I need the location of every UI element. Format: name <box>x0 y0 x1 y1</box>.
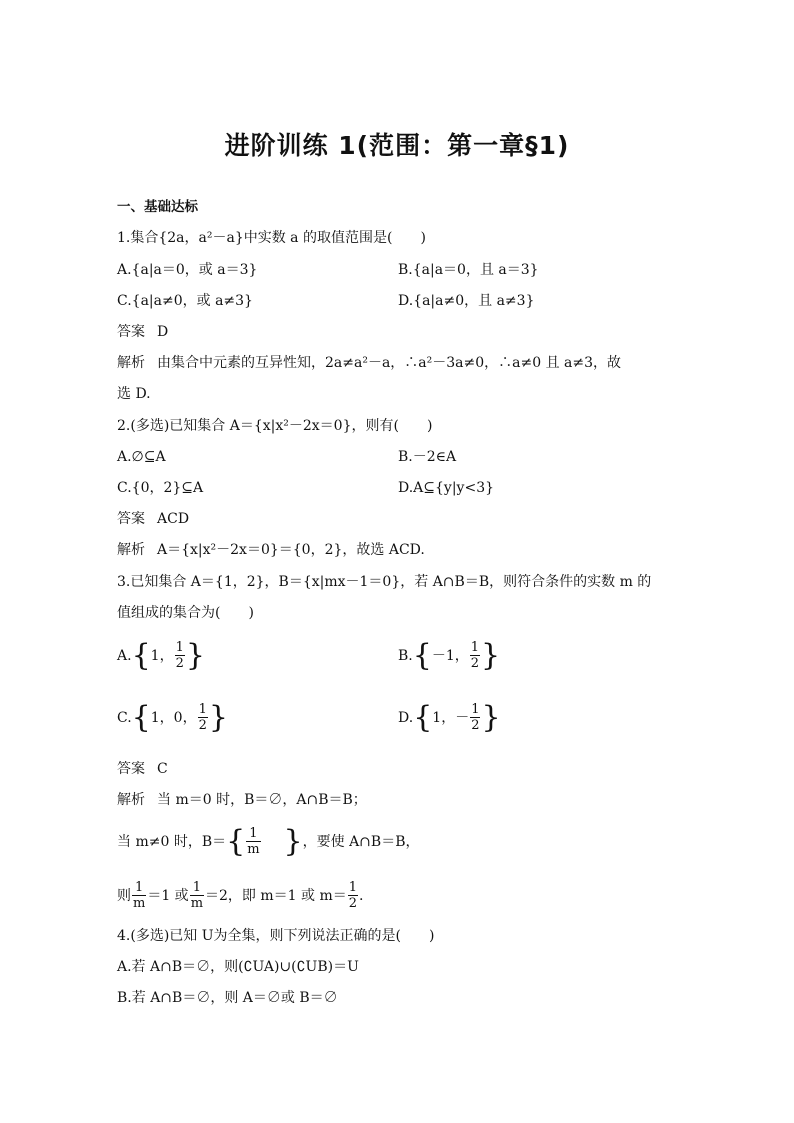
q3-stem-cont: 值组成的集合为( ) <box>117 605 254 621</box>
fraction: $\frac{1}{2}$ <box>198 702 207 733</box>
fraction: $\frac{1}{2}$ <box>348 880 358 911</box>
q1-analysis <box>117 354 621 372</box>
q2-stem: 2.(多选)已知集合 A＝{x|x²－2x＝0}，则有( ) <box>117 418 433 434</box>
q3-option-b: B. { －1， $\frac{1}{2}$ } <box>398 637 501 673</box>
q2-option-d: D.A⊆{y|y<3} <box>398 480 495 496</box>
fraction: $\frac{1}{2}$ <box>470 640 480 671</box>
q1-analysis-cont: 选 D. <box>117 386 151 402</box>
answer-label: 答案 <box>117 761 145 777</box>
q1-option-a: A.{a|a＝0，或 a＝3} <box>117 262 258 278</box>
left-brace-icon: { <box>413 699 433 735</box>
analysis-label: 解析 <box>117 792 145 808</box>
analysis-label: 解析 <box>117 542 145 558</box>
analysis-label: 解析 <box>117 355 145 371</box>
right-brace-icon: } <box>185 637 205 673</box>
q2-option-a: A.∅⊆A <box>117 449 166 465</box>
left-brace-icon: { <box>226 823 246 859</box>
q3-option-a: A. { 1， $\frac{1}{2}$ } <box>117 637 205 673</box>
right-brace-icon: } <box>481 699 501 735</box>
q1-option-d: D.{a|a≠0，且 a≠3} <box>398 293 535 309</box>
q3-answer <box>117 760 168 778</box>
q1-option-b: B.{a|a＝0，且 a＝3} <box>398 262 539 278</box>
left-brace-icon: { <box>412 637 432 673</box>
q3-analysis-line3: 则 $\frac{1}{m}$ ＝1 或 $\frac{1}{m}$ ＝2，即 m＝1 或 m＝ $\frac{1}{2}$ . <box>117 880 364 911</box>
answer-label: 答案 <box>117 511 145 527</box>
fraction: $\frac{1}{2}$ <box>471 702 480 733</box>
answer-value: C <box>157 761 168 777</box>
q3-stem: 3.已知集合 A＝{1，2}，B＝{x|mx－1＝0}，若 A∩B＝B，则符合条件的实数 m 的 <box>117 574 652 590</box>
q4-option-b: B.若 A∩B＝∅，则 A＝∅或 B＝∅ <box>117 990 338 1006</box>
fraction: $\frac{1}{2}$ <box>175 640 184 671</box>
q2-analysis <box>117 541 425 559</box>
q2-option-b: B.－2∈A <box>398 449 457 465</box>
right-brace-icon: } <box>481 637 501 673</box>
q4-option-a: A.若 A∩B＝∅，则(∁UA)∪(∁UB)＝U <box>117 959 359 975</box>
right-brace-icon: } <box>283 823 303 859</box>
q3-analysis-line2: 当 m≠0 时，B＝ { $\frac{1}{m}$ } ，要使 A∩B＝B， <box>117 823 420 859</box>
q3-analysis <box>117 791 367 809</box>
answer-value: D <box>157 324 169 340</box>
q1-stem: 1.集合{2a，a²－a}中实数 a 的取值范围是( ) <box>117 230 426 246</box>
fraction: $\frac{1}{m}$ <box>247 826 260 857</box>
q1-option-c: C.{a|a≠0，或 a≠3} <box>117 293 253 309</box>
q3-option-d: D. { 1，－ $\frac{1}{2}$ } <box>398 699 501 735</box>
left-brace-icon: { <box>131 699 151 735</box>
answer-label: 答案 <box>117 324 145 340</box>
q1-answer <box>117 323 168 341</box>
fraction: $\frac{1}{m}$ <box>190 880 204 911</box>
right-brace-icon: } <box>208 699 228 735</box>
left-brace-icon: { <box>131 637 151 673</box>
fraction: $\frac{1}{m}$ <box>133 880 146 911</box>
q4-stem: 4.(多选)已知 U为全集，则下列说法正确的是( ) <box>117 928 435 944</box>
answer-value: ACD <box>157 511 190 527</box>
analysis-text: A＝{x|x²－2x＝0}＝{0，2}，故选 ACD. <box>157 542 425 558</box>
analysis-text: 由集合中元素的互异性知，2a≠a²－a，∴a²－3a≠0，∴a≠0 且 a≠3，故 <box>157 355 622 371</box>
q3-option-c: C. { 1，0， $\frac{1}{2}$ } <box>117 699 228 735</box>
analysis-text: 当 m＝0 时，B＝∅，A∩B＝B； <box>157 792 367 808</box>
page-title: 进阶训练 1(范围：第一章§1) <box>224 131 570 160</box>
section-heading: 一、基础达标 <box>117 199 198 215</box>
q2-option-c: C.{0，2}⊆A <box>117 480 204 496</box>
q2-answer <box>117 510 189 528</box>
